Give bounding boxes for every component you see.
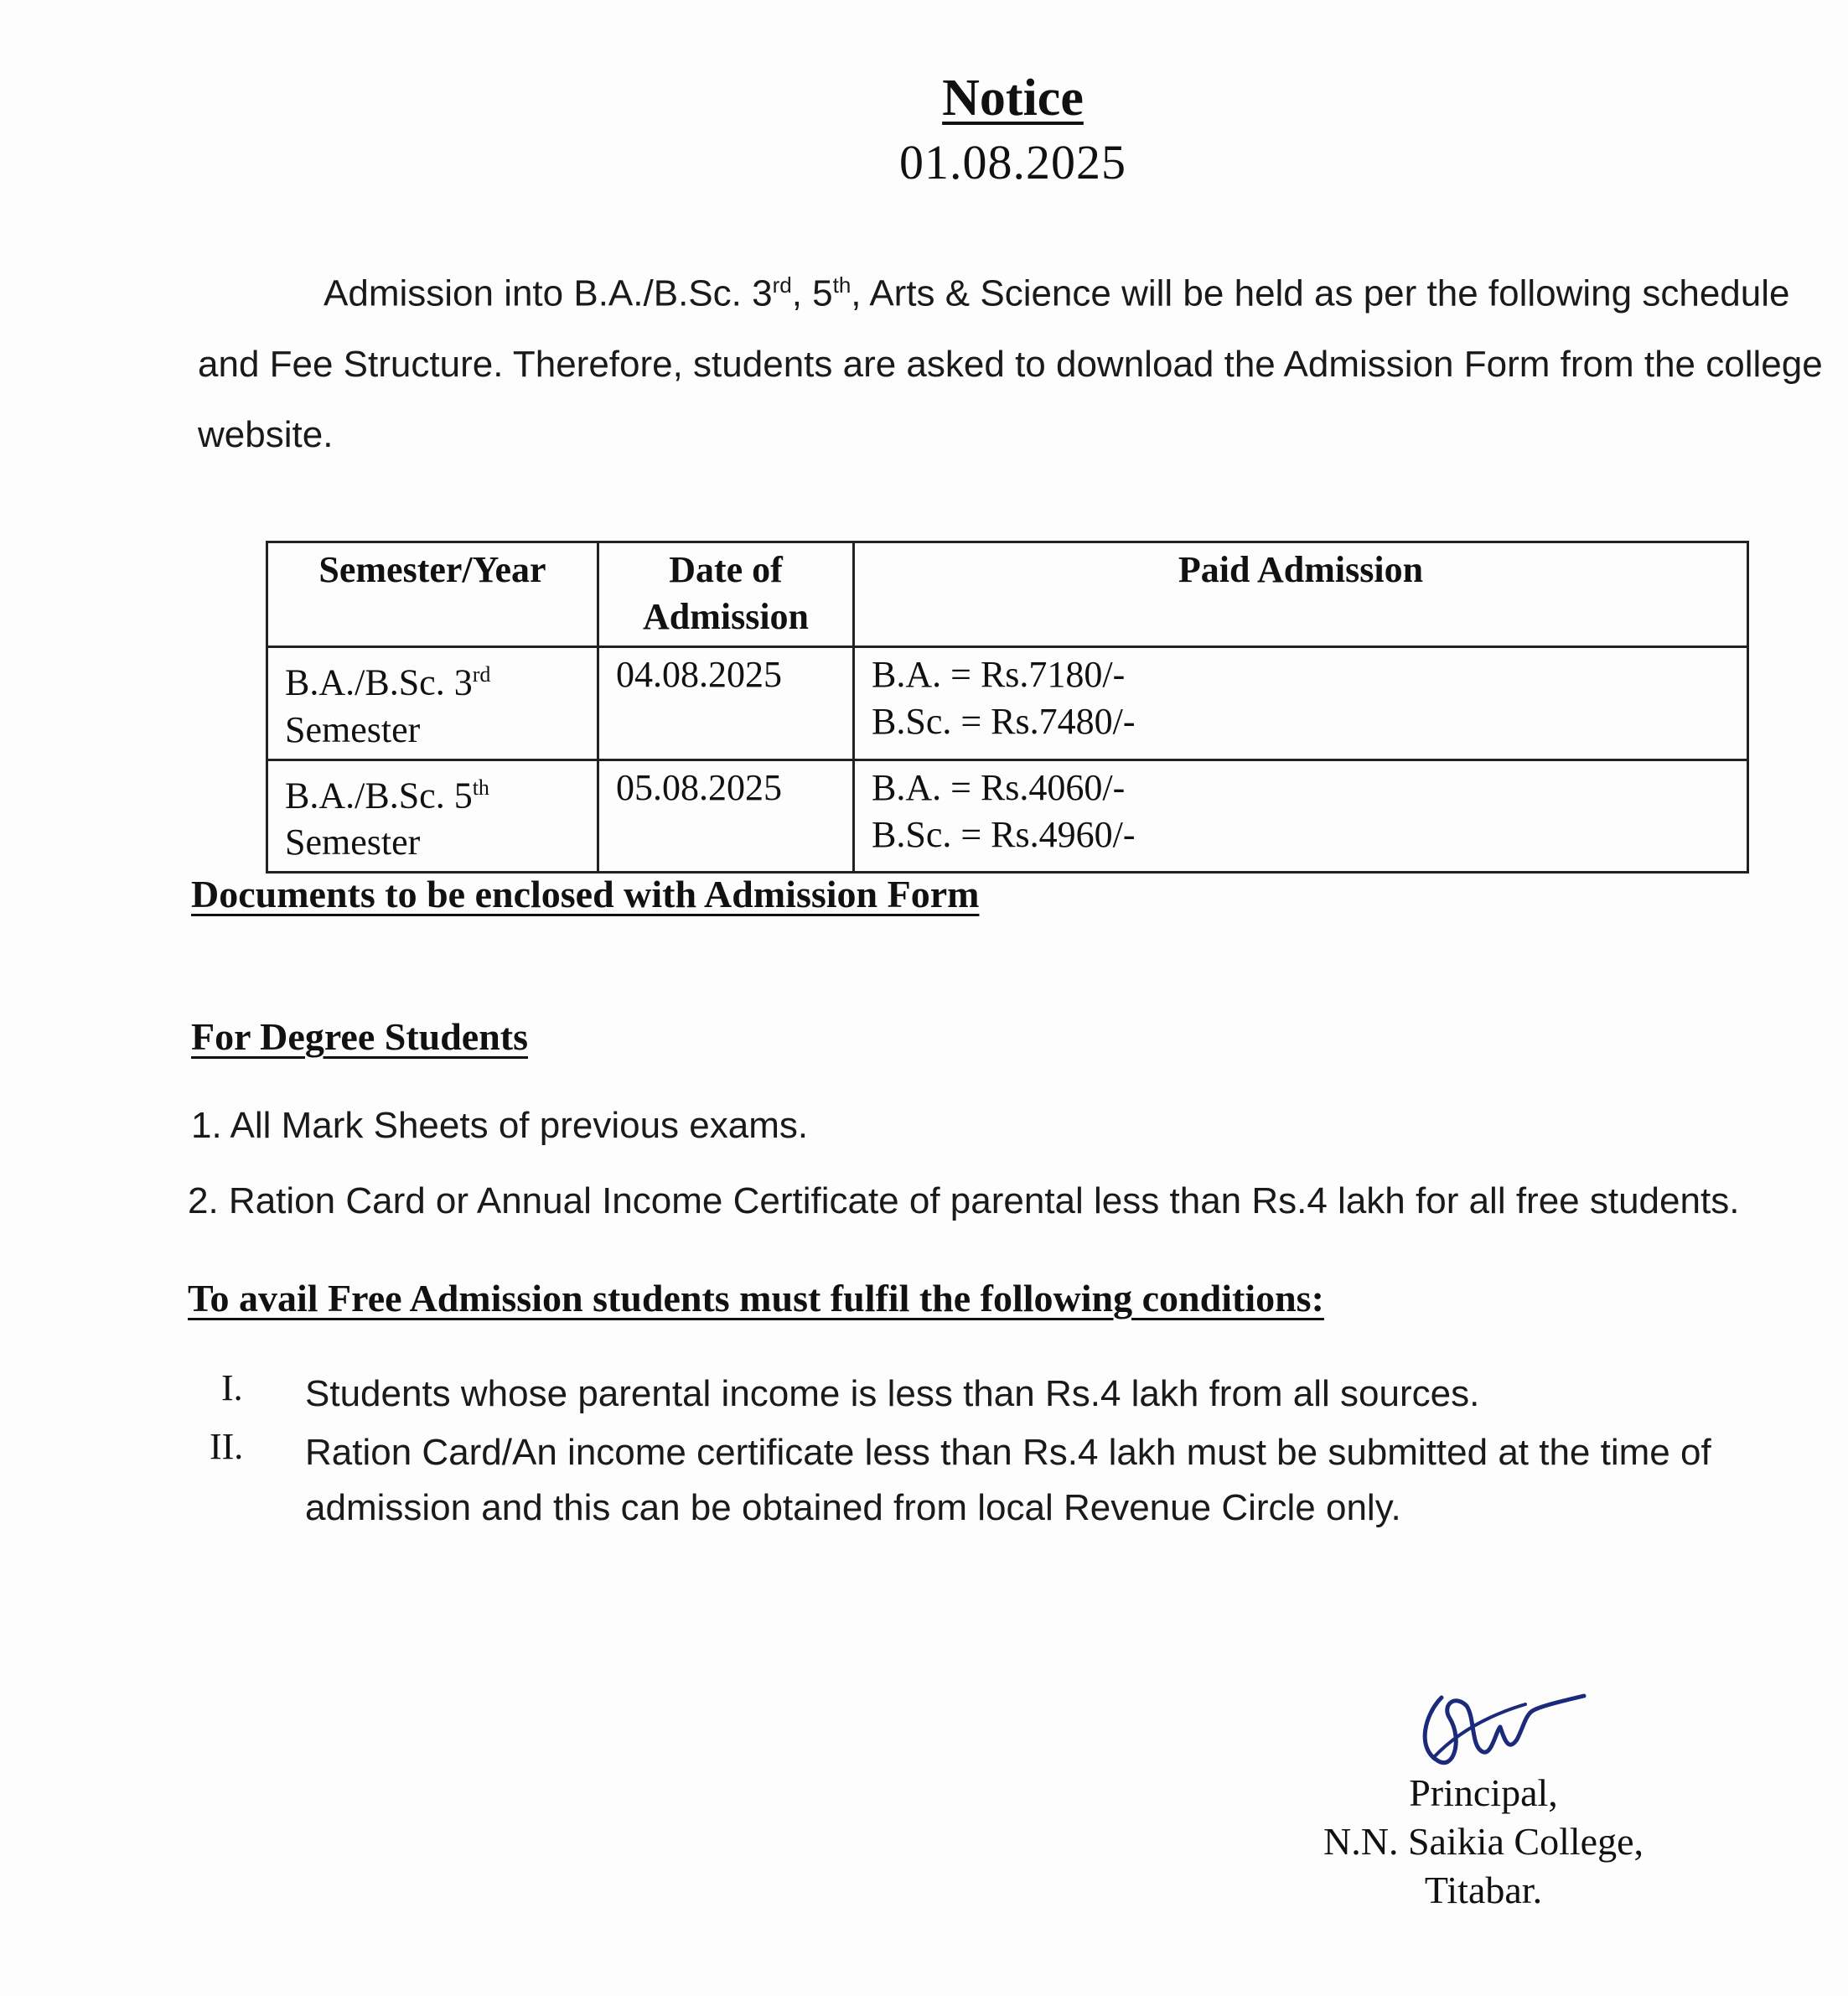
- notice-title: Notice: [942, 70, 1084, 127]
- table-row: [267, 760, 1748, 873]
- fee-ba: B.A. = Rs.7180/-: [872, 654, 1126, 695]
- header-semester: Semester/Year: [267, 542, 598, 647]
- cell-semester: [267, 760, 598, 873]
- intro-text-1: Admission into B.A./B.Sc. 3: [324, 272, 773, 314]
- signatory-designation: Principal,: [1409, 1771, 1558, 1814]
- intro-sup-th: th: [832, 272, 852, 298]
- notice-date: 01.08.2025: [899, 135, 1126, 189]
- fee-bsc: B.Sc. = Rs.4960/-: [872, 813, 1136, 855]
- table-header-row: [267, 542, 1748, 647]
- intro-paragraph: [198, 250, 1832, 470]
- signatory-college: N.N. Saikia College,: [1323, 1820, 1644, 1863]
- fee-ba: B.A. = Rs.4060/-: [872, 766, 1126, 808]
- cell-semester: [267, 647, 598, 760]
- fee-bsc: B.Sc. = Rs.7480/-: [872, 701, 1136, 742]
- signatory-place: Titabar.: [1424, 1869, 1543, 1911]
- condition-numeral: I.: [221, 1367, 243, 1408]
- admission-fee-table: [266, 541, 1749, 874]
- header-paid-admission: Paid Admission: [854, 542, 1748, 647]
- header-date: Date of Admission: [598, 542, 854, 647]
- cell-date: 05.08.2025: [598, 760, 854, 873]
- condition-text: Students whose parental income is less than Rs.4 lakh from all sources.: [305, 1373, 1480, 1414]
- list-item: 2. Ration Card or Annual Income Certificate of parental less than Rs.4 lakh for all free students.: [188, 1180, 1740, 1221]
- documents-heading: Documents to be enclosed with Admission Form: [191, 873, 980, 915]
- cell-fees: [854, 647, 1748, 760]
- conditions-heading: To avail Free Admission students must fulfil the following conditions:: [188, 1277, 1324, 1319]
- condition-text: Ration Card/An income certificate less than Rs.4 lakh must be submitted at the time of admission and this can be obtained from local Revenue Circle only.: [305, 1432, 1711, 1528]
- cell-date: 04.08.2025: [598, 647, 854, 760]
- intro-sup-rd: rd: [772, 272, 792, 298]
- degree-students-heading: For Degree Students: [191, 1015, 529, 1058]
- condition-numeral: II.: [210, 1426, 244, 1467]
- semester-sup: th: [472, 775, 489, 800]
- semester-label: B.A./B.Sc. 5: [285, 775, 473, 817]
- signatory-block: [1291, 1769, 1676, 1915]
- list-item: 1. All Mark Sheets of previous exams.: [191, 1105, 809, 1146]
- intro-text-2: , 5: [791, 272, 833, 314]
- cell-fees: [854, 760, 1748, 873]
- intro-text-3: , Arts & Science will be held as per the following schedule and Fee Structure. Therefore, students are asked to download the Admission Form from the college website.: [198, 272, 1823, 455]
- table-row: [267, 647, 1748, 760]
- semester-sup: rd: [472, 662, 491, 687]
- semester-suffix: Semester: [285, 822, 421, 863]
- semester-label: B.A./B.Sc. 3: [285, 661, 473, 703]
- semester-suffix: Semester: [285, 708, 421, 750]
- principal-signature: [1416, 1681, 1601, 1781]
